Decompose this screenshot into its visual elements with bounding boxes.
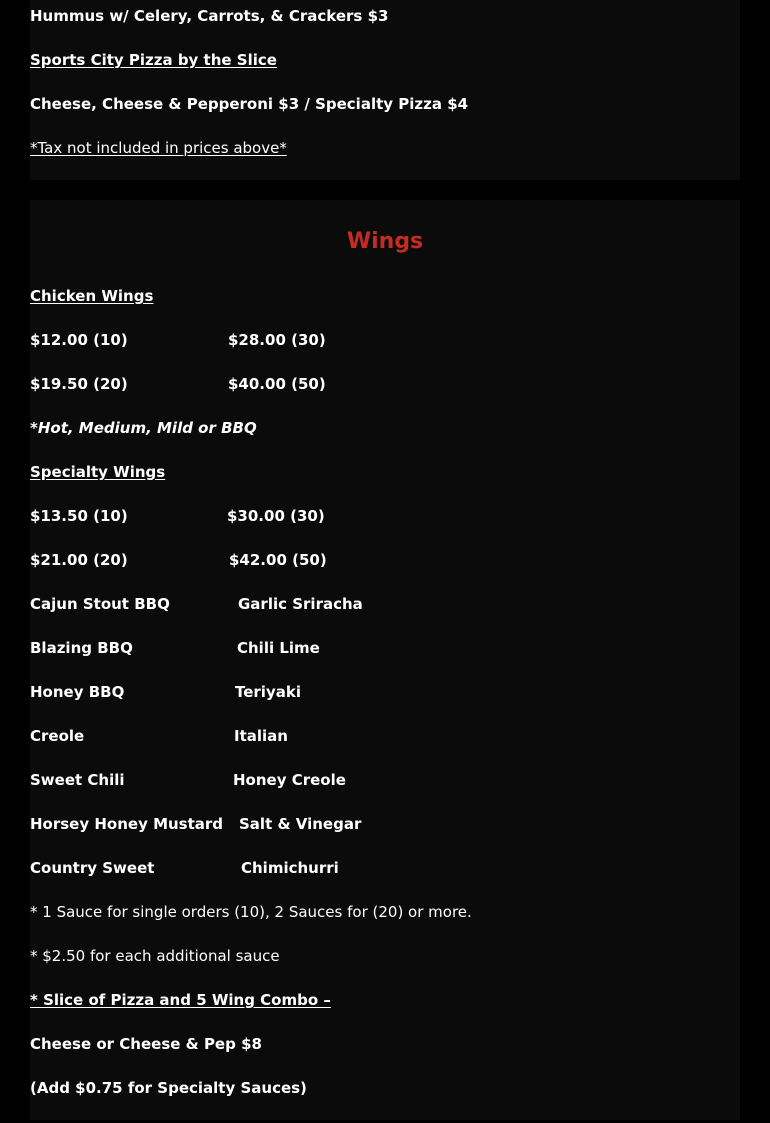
- chicken-price-left: $19.50 (20): [30, 375, 128, 393]
- pizza-heading: Sports City Pizza by the Slice: [30, 51, 277, 69]
- sauce-right: Italian: [234, 727, 288, 745]
- combo-addon: (Add $0.75 for Specialty Sauces): [30, 1079, 307, 1097]
- sauce-row: [30, 814, 362, 834]
- specialty-wings-heading: Specialty Wings: [30, 463, 166, 481]
- sauce-right: Chimichurri: [241, 859, 339, 877]
- specialty-price-right: $30.00 (30): [227, 507, 325, 525]
- chicken-flavors-note: *Hot, Medium, Mild or BBQ: [30, 419, 257, 437]
- sauce-row: [30, 594, 363, 614]
- sauce-right: Salt & Vinegar: [239, 815, 362, 833]
- chicken-price-left: $12.00 (10): [30, 331, 128, 349]
- sauce-left: Country Sweet: [30, 859, 155, 877]
- hummus-item: Hummus w/ Celery, Carrots, & Crackers $3: [30, 7, 389, 25]
- chicken-price-row: [30, 330, 326, 350]
- specialty-price-row: [30, 550, 327, 570]
- sauce-right: Chili Lime: [237, 639, 320, 657]
- sauce-left: Blazing BBQ: [30, 639, 133, 657]
- sauce-right: Teriyaki: [235, 683, 301, 701]
- sauce-row: [30, 858, 339, 878]
- sauce-left: Horsey Honey Mustard: [30, 815, 224, 833]
- menu-panel-wings: [30, 200, 740, 1120]
- sauce-rule-note: * 1 Sauce for single orders (10), 2 Sauces for (20) or more.: [30, 903, 472, 921]
- chicken-wings-heading: Chicken Wings: [30, 287, 154, 305]
- chicken-price-row: [30, 374, 326, 394]
- specialty-price-left: $13.50 (10): [30, 507, 128, 525]
- specialty-price-left: $21.00 (20): [30, 551, 128, 569]
- sauce-row: [30, 638, 320, 658]
- sauce-right: Honey Creole: [233, 771, 346, 789]
- sauce-left: Creole: [30, 727, 85, 745]
- chicken-price-right: $28.00 (30): [228, 331, 326, 349]
- sauce-row: [30, 726, 288, 746]
- sauce-left: Cajun Stout BBQ: [30, 595, 170, 613]
- additional-sauce-note: * $2.50 for each additional sauce: [30, 947, 280, 965]
- sauce-left: Sweet Chili: [30, 771, 125, 789]
- sauce-left: Honey BBQ: [30, 683, 125, 701]
- combo-price: Cheese or Cheese & Pep $8: [30, 1035, 262, 1053]
- specialty-price-row: [30, 506, 325, 526]
- wings-title: Wings: [346, 229, 424, 254]
- chicken-price-right: $40.00 (50): [228, 375, 326, 393]
- tax-note: *Tax not included in prices above*: [30, 139, 287, 157]
- combo-heading: * Slice of Pizza and 5 Wing Combo –: [30, 991, 331, 1009]
- sauce-row: [30, 682, 301, 702]
- sauce-right: Garlic Sriracha: [238, 595, 363, 613]
- pizza-prices: Cheese, Cheese & Pepperoni $3 / Specialty Pizza $4: [30, 95, 469, 113]
- specialty-price-right: $42.00 (50): [229, 551, 327, 569]
- sauce-row: [30, 770, 346, 790]
